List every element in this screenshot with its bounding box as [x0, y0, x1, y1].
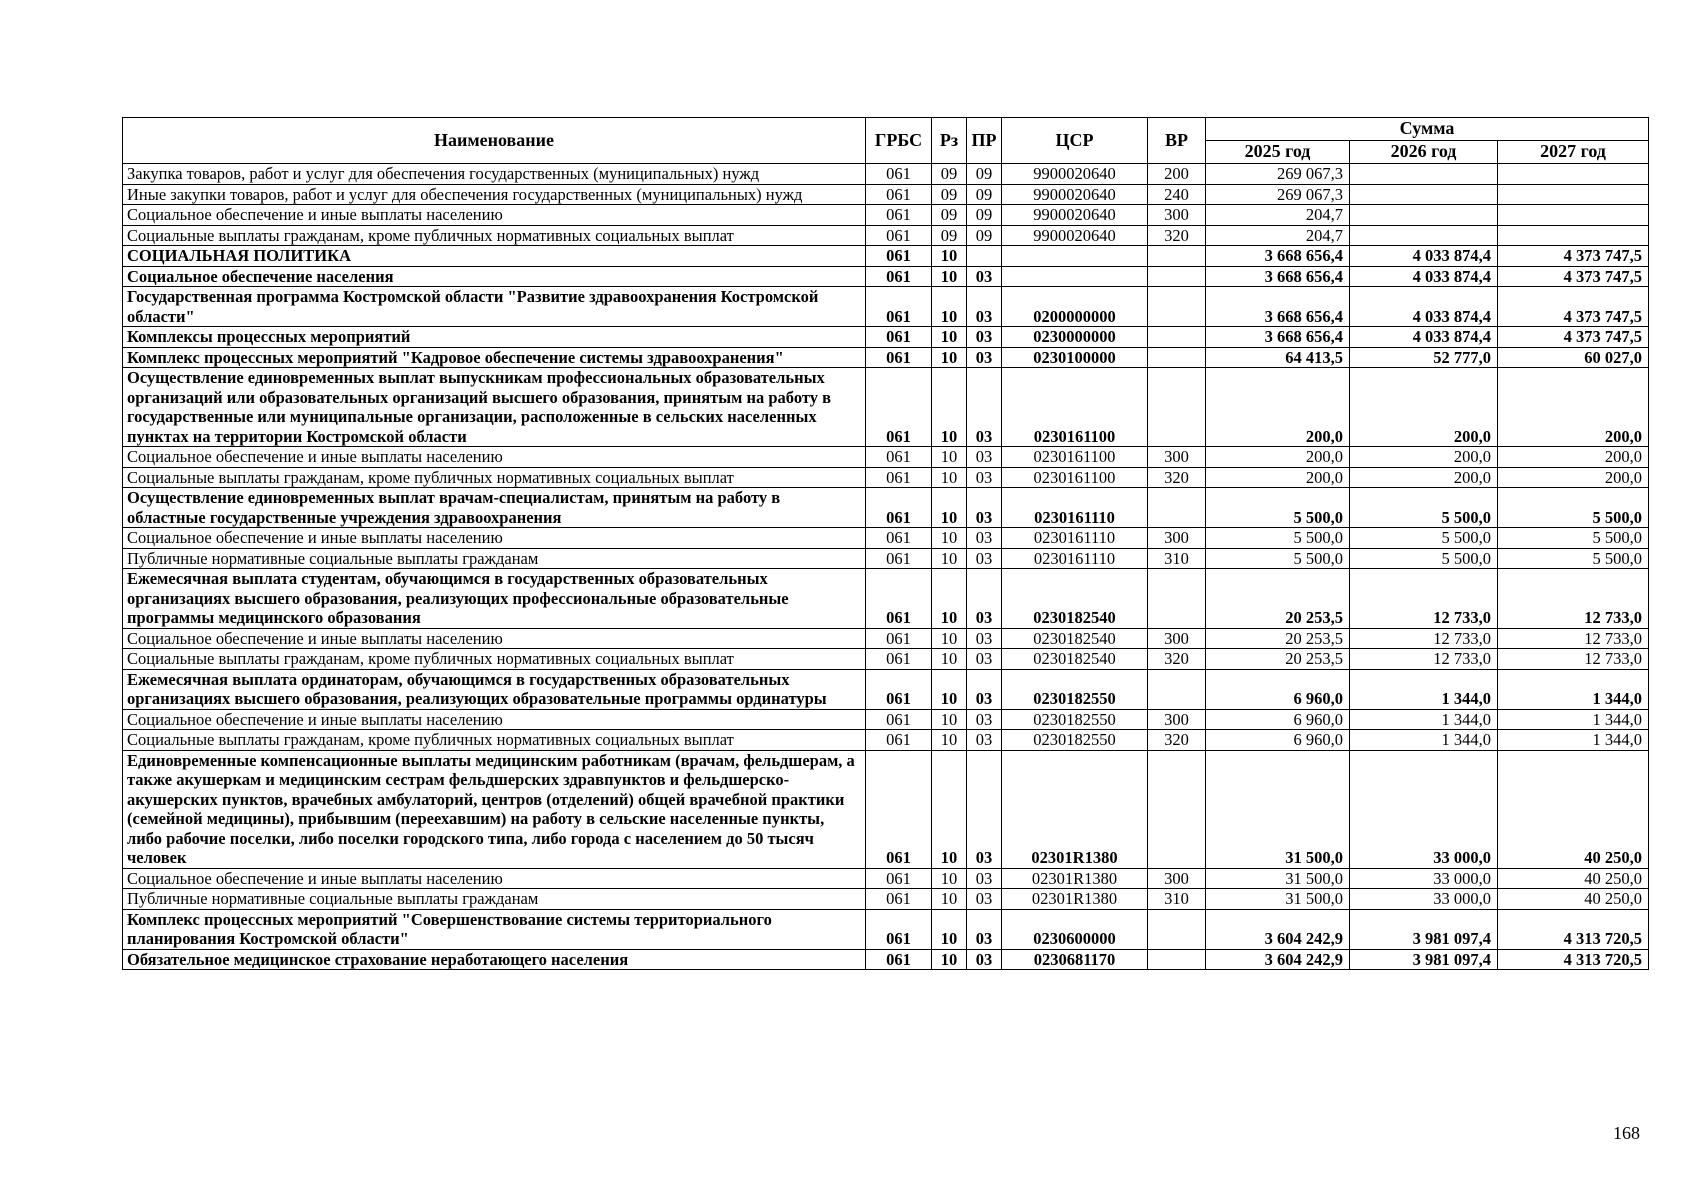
cell-2026	[1350, 164, 1498, 185]
table-row	[123, 205, 1649, 226]
cell-2027	[1498, 205, 1649, 226]
cell-pr: 03	[967, 889, 1002, 910]
cell-rz: 10	[932, 266, 967, 287]
cell-pr: 03	[967, 368, 1002, 447]
cell-rz: 10	[932, 347, 967, 368]
cell-2025: 3 668 656,4	[1206, 246, 1350, 267]
cell-pr: 03	[967, 528, 1002, 549]
page-number: 168	[1613, 1123, 1640, 1143]
cell-2025: 200,0	[1206, 467, 1350, 488]
cell-2027: 200,0	[1498, 467, 1649, 488]
table-header	[123, 118, 1649, 164]
cell-vr	[1148, 327, 1206, 348]
cell-2027: 5 500,0	[1498, 528, 1649, 549]
cell-grbs: 061	[866, 368, 932, 447]
cell-csr: 02301R1380	[1002, 889, 1148, 910]
table-row	[123, 730, 1649, 751]
cell-pr: 03	[967, 669, 1002, 709]
cell-2027: 4 373 747,5	[1498, 266, 1649, 287]
cell-grbs: 061	[866, 730, 932, 751]
cell-name: Публичные нормативные социальные выплаты гражданам	[123, 548, 866, 569]
cell-name: Комплекс процессных мероприятий "Кадровое обеспечение системы здравоохранения"	[123, 347, 866, 368]
cell-csr: 0230182550	[1002, 730, 1148, 751]
cell-2026: 5 500,0	[1350, 528, 1498, 549]
cell-vr	[1148, 949, 1206, 970]
cell-grbs: 061	[866, 669, 932, 709]
cell-pr: 03	[967, 327, 1002, 348]
cell-rz: 10	[932, 548, 967, 569]
cell-grbs: 061	[866, 528, 932, 549]
cell-2025: 6 960,0	[1206, 730, 1350, 751]
cell-name: Осуществление единовременных выплат выпускникам профессиональных образовательных организаций или образовательных организаций высшего образования, принятым на работу в государственные или муниципальные организации, расположенные в сельских населенных пунктах на территории Костромской области	[123, 368, 866, 447]
cell-grbs: 061	[866, 709, 932, 730]
cell-2025: 269 067,3	[1206, 184, 1350, 205]
cell-2026: 5 500,0	[1350, 548, 1498, 569]
cell-pr: 03	[967, 467, 1002, 488]
cell-rz: 10	[932, 730, 967, 751]
table-row	[123, 669, 1649, 709]
cell-grbs: 061	[866, 327, 932, 348]
cell-2026: 4 033 874,4	[1350, 246, 1498, 267]
cell-pr: 03	[967, 347, 1002, 368]
cell-2026: 4 033 874,4	[1350, 266, 1498, 287]
cell-2025: 5 500,0	[1206, 548, 1350, 569]
cell-2027: 4 313 720,5	[1498, 909, 1649, 949]
cell-vr: 240	[1148, 184, 1206, 205]
cell-name: Единовременные компенсационные выплаты медицинским работникам (врачам, фельдшерам, а также акушеркам и медицинским сестрам фельдшерских здравпунктов и фельдшерско-акушерских пунктов, врачебных амбулаторий, центров (отделений) общей врачебной практики (семейной медицины), прибывшим (переехавшим) на работу в сельские населенные пункты, либо рабочие поселки, либо поселки городского типа, либо города с населением до 50 тысяч человек	[123, 750, 866, 868]
cell-rz: 10	[932, 368, 967, 447]
cell-grbs: 061	[866, 205, 932, 226]
cell-grbs: 061	[866, 266, 932, 287]
table-row	[123, 868, 1649, 889]
cell-vr: 300	[1148, 709, 1206, 730]
table-row	[123, 246, 1649, 267]
cell-2026: 12 733,0	[1350, 569, 1498, 629]
cell-rz: 10	[932, 488, 967, 528]
cell-name: СОЦИАЛЬНАЯ ПОЛИТИКА	[123, 246, 866, 267]
table-row	[123, 447, 1649, 468]
cell-2025: 269 067,3	[1206, 164, 1350, 185]
cell-2027: 1 344,0	[1498, 669, 1649, 709]
cell-2026: 3 981 097,4	[1350, 909, 1498, 949]
cell-2026: 4 033 874,4	[1350, 327, 1498, 348]
cell-rz: 10	[932, 246, 967, 267]
cell-name: Осуществление единовременных выплат врачам-специалистам, принятым на работу в областные государственные учреждения здравоохранения	[123, 488, 866, 528]
cell-rz: 10	[932, 528, 967, 549]
header-2026: 2026 год	[1350, 141, 1498, 164]
table-row	[123, 467, 1649, 488]
cell-grbs: 061	[866, 287, 932, 327]
cell-rz: 10	[932, 669, 967, 709]
cell-vr: 300	[1148, 205, 1206, 226]
cell-2025: 5 500,0	[1206, 528, 1350, 549]
cell-name: Государственная программа Костромской области "Развитие здравоохранения Костромской области"	[123, 287, 866, 327]
table-row	[123, 628, 1649, 649]
cell-2026: 1 344,0	[1350, 669, 1498, 709]
cell-name: Ежемесячная выплата ординаторам, обучающимся в государственных образовательных организациях высшего образования, реализующих образовательные программы ординатуры	[123, 669, 866, 709]
cell-name: Закупка товаров, работ и услуг для обеспечения государственных (муниципальных) нужд	[123, 164, 866, 185]
cell-csr	[1002, 266, 1148, 287]
header-grbs: ГРБС	[866, 118, 932, 164]
cell-vr: 300	[1148, 628, 1206, 649]
cell-csr: 0230100000	[1002, 347, 1148, 368]
cell-grbs: 061	[866, 909, 932, 949]
cell-vr: 320	[1148, 467, 1206, 488]
cell-grbs: 061	[866, 246, 932, 267]
cell-csr: 0230161110	[1002, 548, 1148, 569]
cell-2027: 4 373 747,5	[1498, 327, 1649, 348]
cell-2025: 3 604 242,9	[1206, 949, 1350, 970]
cell-2025: 204,7	[1206, 205, 1350, 226]
table-row	[123, 569, 1649, 629]
cell-2027: 12 733,0	[1498, 649, 1649, 670]
cell-name: Социальное обеспечение и иные выплаты населению	[123, 528, 866, 549]
cell-pr: 03	[967, 750, 1002, 868]
cell-2027: 200,0	[1498, 368, 1649, 447]
cell-name: Социальные выплаты гражданам, кроме публичных нормативных социальных выплат	[123, 467, 866, 488]
cell-grbs: 061	[866, 889, 932, 910]
cell-2026: 1 344,0	[1350, 709, 1498, 730]
cell-2027	[1498, 164, 1649, 185]
cell-2026: 1 344,0	[1350, 730, 1498, 751]
cell-rz: 10	[932, 327, 967, 348]
cell-vr	[1148, 287, 1206, 327]
cell-rz: 09	[932, 184, 967, 205]
cell-vr	[1148, 246, 1206, 267]
cell-grbs: 061	[866, 347, 932, 368]
cell-grbs: 061	[866, 750, 932, 868]
cell-name: Комплекс процессных мероприятий "Совершенствование системы территориального планирования Костромской области"	[123, 909, 866, 949]
cell-csr: 0200000000	[1002, 287, 1148, 327]
cell-grbs: 061	[866, 467, 932, 488]
cell-pr: 03	[967, 868, 1002, 889]
header-sum: Сумма	[1206, 118, 1649, 141]
cell-pr: 03	[967, 628, 1002, 649]
cell-2025: 5 500,0	[1206, 488, 1350, 528]
table-body	[123, 164, 1649, 970]
cell-2026	[1350, 184, 1498, 205]
cell-grbs: 061	[866, 628, 932, 649]
cell-2026	[1350, 205, 1498, 226]
cell-2027: 4 373 747,5	[1498, 287, 1649, 327]
cell-csr: 9900020640	[1002, 164, 1148, 185]
cell-2027: 4 373 747,5	[1498, 246, 1649, 267]
cell-csr: 0230182540	[1002, 628, 1148, 649]
cell-grbs: 061	[866, 184, 932, 205]
cell-vr	[1148, 347, 1206, 368]
table-row	[123, 949, 1649, 970]
cell-rz: 10	[932, 447, 967, 468]
table-row	[123, 909, 1649, 949]
cell-name: Социальные выплаты гражданам, кроме публичных нормативных социальных выплат	[123, 225, 866, 246]
cell-2026	[1350, 225, 1498, 246]
cell-vr: 320	[1148, 225, 1206, 246]
cell-vr	[1148, 266, 1206, 287]
cell-2027: 1 344,0	[1498, 709, 1649, 730]
cell-2026: 12 733,0	[1350, 649, 1498, 670]
cell-csr: 0230161100	[1002, 467, 1148, 488]
cell-vr: 310	[1148, 548, 1206, 569]
cell-vr: 310	[1148, 889, 1206, 910]
cell-grbs: 061	[866, 649, 932, 670]
cell-vr: 300	[1148, 447, 1206, 468]
cell-grbs: 061	[866, 569, 932, 629]
cell-pr: 03	[967, 488, 1002, 528]
cell-2026: 200,0	[1350, 447, 1498, 468]
cell-vr: 300	[1148, 868, 1206, 889]
cell-name: Социальное обеспечение и иные выплаты населению	[123, 628, 866, 649]
cell-2025: 20 253,5	[1206, 569, 1350, 629]
cell-pr: 09	[967, 205, 1002, 226]
cell-2027: 5 500,0	[1498, 548, 1649, 569]
cell-grbs: 061	[866, 447, 932, 468]
table-row	[123, 327, 1649, 348]
table-row	[123, 164, 1649, 185]
cell-pr: 03	[967, 730, 1002, 751]
cell-csr: 0230182540	[1002, 569, 1148, 629]
cell-csr: 9900020640	[1002, 225, 1148, 246]
cell-2025: 3 604 242,9	[1206, 909, 1350, 949]
cell-2026: 12 733,0	[1350, 628, 1498, 649]
cell-name: Публичные нормативные социальные выплаты гражданам	[123, 889, 866, 910]
cell-pr: 03	[967, 709, 1002, 730]
cell-rz: 09	[932, 225, 967, 246]
cell-pr	[967, 246, 1002, 267]
header-name: Наименование	[123, 118, 866, 164]
cell-rz: 10	[932, 467, 967, 488]
cell-2027: 60 027,0	[1498, 347, 1649, 368]
cell-2027: 5 500,0	[1498, 488, 1649, 528]
table-row	[123, 889, 1649, 910]
cell-2026: 3 981 097,4	[1350, 949, 1498, 970]
cell-2027	[1498, 225, 1649, 246]
cell-csr: 02301R1380	[1002, 750, 1148, 868]
cell-pr: 03	[967, 287, 1002, 327]
cell-2027: 12 733,0	[1498, 569, 1649, 629]
cell-csr: 0230681170	[1002, 949, 1148, 970]
cell-vr: 200	[1148, 164, 1206, 185]
cell-grbs: 061	[866, 164, 932, 185]
cell-csr: 0230161110	[1002, 528, 1148, 549]
cell-vr	[1148, 909, 1206, 949]
cell-2027	[1498, 184, 1649, 205]
table-row	[123, 266, 1649, 287]
cell-2025: 20 253,5	[1206, 628, 1350, 649]
cell-rz: 10	[932, 750, 967, 868]
cell-rz: 09	[932, 205, 967, 226]
header-2025: 2025 год	[1206, 141, 1350, 164]
table-row	[123, 488, 1649, 528]
cell-csr	[1002, 246, 1148, 267]
budget-table	[122, 117, 1649, 970]
table-row	[123, 287, 1649, 327]
cell-csr: 9900020640	[1002, 184, 1148, 205]
cell-name: Ежемесячная выплата студентам, обучающимся в государственных образовательных организациях высшего образования, реализующих профессиональные образовательные программы медицинского образования	[123, 569, 866, 629]
cell-rz: 10	[932, 868, 967, 889]
cell-2026: 5 500,0	[1350, 488, 1498, 528]
cell-csr: 0230161100	[1002, 368, 1148, 447]
cell-vr	[1148, 569, 1206, 629]
cell-pr: 03	[967, 548, 1002, 569]
cell-2025: 6 960,0	[1206, 709, 1350, 730]
cell-pr: 03	[967, 569, 1002, 629]
header-rz: Рз	[932, 118, 967, 164]
cell-pr: 03	[967, 447, 1002, 468]
header-2027: 2027 год	[1498, 141, 1649, 164]
cell-2025: 3 668 656,4	[1206, 327, 1350, 348]
cell-name: Социальные выплаты гражданам, кроме публичных нормативных социальных выплат	[123, 649, 866, 670]
cell-2025: 3 668 656,4	[1206, 287, 1350, 327]
cell-2025: 31 500,0	[1206, 889, 1350, 910]
cell-rz: 10	[932, 949, 967, 970]
table-row	[123, 225, 1649, 246]
cell-name: Социальное обеспечение и иные выплаты населению	[123, 205, 866, 226]
cell-name: Обязательное медицинское страхование неработающего населения	[123, 949, 866, 970]
cell-rz: 10	[932, 628, 967, 649]
cell-vr: 320	[1148, 730, 1206, 751]
cell-name: Социальное обеспечение населения	[123, 266, 866, 287]
cell-2025: 200,0	[1206, 447, 1350, 468]
cell-name: Социальное обеспечение и иные выплаты населению	[123, 709, 866, 730]
header-pr: ПР	[967, 118, 1002, 164]
cell-vr	[1148, 488, 1206, 528]
cell-rz: 09	[932, 164, 967, 185]
header-csr: ЦСР	[1002, 118, 1148, 164]
cell-2025: 3 668 656,4	[1206, 266, 1350, 287]
cell-grbs: 061	[866, 548, 932, 569]
cell-vr: 300	[1148, 528, 1206, 549]
cell-2027: 40 250,0	[1498, 889, 1649, 910]
cell-2025: 31 500,0	[1206, 868, 1350, 889]
cell-2027: 1 344,0	[1498, 730, 1649, 751]
cell-csr: 0230182550	[1002, 669, 1148, 709]
table-row	[123, 368, 1649, 447]
table-row	[123, 184, 1649, 205]
table-row	[123, 750, 1649, 868]
cell-2025: 6 960,0	[1206, 669, 1350, 709]
cell-rz: 10	[932, 649, 967, 670]
table-row	[123, 709, 1649, 730]
cell-pr: 09	[967, 164, 1002, 185]
table-row	[123, 649, 1649, 670]
header-vr: ВР	[1148, 118, 1206, 164]
cell-2027: 200,0	[1498, 447, 1649, 468]
cell-2026: 33 000,0	[1350, 750, 1498, 868]
table-row	[123, 528, 1649, 549]
cell-pr: 03	[967, 266, 1002, 287]
cell-vr	[1148, 669, 1206, 709]
cell-2026: 200,0	[1350, 368, 1498, 447]
cell-2027: 40 250,0	[1498, 750, 1649, 868]
cell-rz: 10	[932, 569, 967, 629]
table-row	[123, 347, 1649, 368]
cell-csr: 0230182550	[1002, 709, 1148, 730]
cell-csr: 0230182540	[1002, 649, 1148, 670]
cell-2026: 4 033 874,4	[1350, 287, 1498, 327]
cell-csr: 0230600000	[1002, 909, 1148, 949]
cell-csr: 9900020640	[1002, 205, 1148, 226]
cell-vr	[1148, 368, 1206, 447]
cell-vr: 320	[1148, 649, 1206, 670]
cell-csr: 0230161100	[1002, 447, 1148, 468]
cell-2026: 33 000,0	[1350, 868, 1498, 889]
cell-pr: 03	[967, 949, 1002, 970]
cell-pr: 09	[967, 225, 1002, 246]
cell-vr	[1148, 750, 1206, 868]
cell-pr: 03	[967, 909, 1002, 949]
cell-csr: 02301R1380	[1002, 868, 1148, 889]
cell-rz: 10	[932, 909, 967, 949]
cell-rz: 10	[932, 889, 967, 910]
cell-grbs: 061	[866, 868, 932, 889]
table-row	[123, 548, 1649, 569]
cell-name: Иные закупки товаров, работ и услуг для обеспечения государственных (муниципальных) нужд	[123, 184, 866, 205]
cell-2027: 4 313 720,5	[1498, 949, 1649, 970]
cell-name: Социальное обеспечение и иные выплаты населению	[123, 868, 866, 889]
cell-name: Комплексы процессных мероприятий	[123, 327, 866, 348]
cell-name: Социальные выплаты гражданам, кроме публичных нормативных социальных выплат	[123, 730, 866, 751]
cell-name: Социальное обеспечение и иные выплаты населению	[123, 447, 866, 468]
cell-csr: 0230161110	[1002, 488, 1148, 528]
cell-2026: 33 000,0	[1350, 889, 1498, 910]
cell-rz: 10	[932, 709, 967, 730]
cell-2026: 200,0	[1350, 467, 1498, 488]
cell-grbs: 061	[866, 949, 932, 970]
cell-pr: 03	[967, 649, 1002, 670]
cell-csr: 0230000000	[1002, 327, 1148, 348]
cell-pr: 09	[967, 184, 1002, 205]
cell-2025: 31 500,0	[1206, 750, 1350, 868]
cell-2025: 200,0	[1206, 368, 1350, 447]
cell-2027: 12 733,0	[1498, 628, 1649, 649]
cell-2025: 204,7	[1206, 225, 1350, 246]
cell-2025: 64 413,5	[1206, 347, 1350, 368]
cell-2027: 40 250,0	[1498, 868, 1649, 889]
cell-grbs: 061	[866, 488, 932, 528]
cell-2025: 20 253,5	[1206, 649, 1350, 670]
cell-2026: 52 777,0	[1350, 347, 1498, 368]
cell-grbs: 061	[866, 225, 932, 246]
cell-rz: 10	[932, 287, 967, 327]
